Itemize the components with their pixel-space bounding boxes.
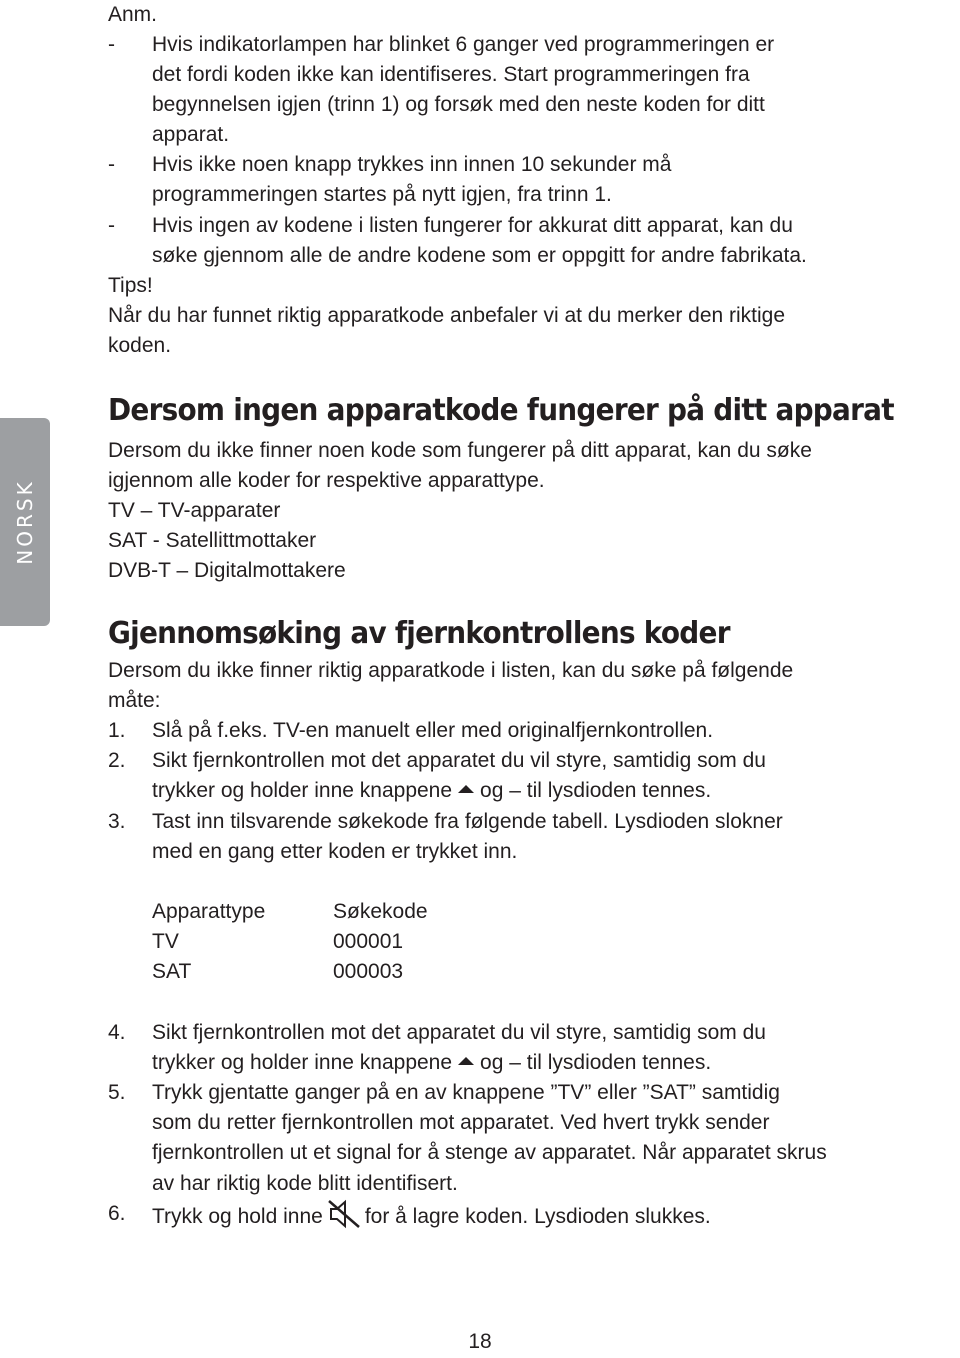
step-2-line-2-pre: trykker og holder inne knappene: [152, 779, 453, 802]
note-item-2-line-1: Hvis ikke noen knapp trykkes inn innen 10 sekunder må: [152, 153, 672, 176]
section2-intro-line-1: Dersom du ikke finner riktig apparatkode i listen, kan du søke på følgende: [108, 659, 794, 682]
table-row-2-code: 000003: [333, 960, 404, 983]
note-item-1-line-4: apparat.: [152, 123, 230, 146]
step-6-line-post: for å lagre koden. Lysdioden slukkes.: [364, 1205, 711, 1228]
step-2-line-2: [152, 776, 711, 806]
step-1-line-1: Slå på f.eks. TV-en manuelt eller med originalfjernkontrollen.: [152, 719, 714, 742]
up-arrow-icon: [458, 1057, 474, 1065]
note-title: Anm.: [108, 3, 158, 26]
section1-line-1: Dersom du ikke finner noen kode som fungerer på ditt apparat, kan du søke: [108, 439, 812, 462]
step-3-number: 3.: [108, 810, 126, 833]
table-header-code: Søkekode: [333, 900, 428, 923]
step-2-line-1: Sikt fjernkontrollen mot det apparatet du vil styre, samtidig som du: [152, 749, 766, 772]
tips-line-2: koden.: [108, 334, 172, 357]
table-header-type: Apparattype: [152, 900, 266, 923]
note-bullet-2: -: [108, 153, 115, 176]
page-number: 18: [468, 1330, 492, 1353]
step-2-line-2-post: og – til lysdioden tennes.: [480, 779, 712, 802]
step-5-number: 5.: [108, 1081, 126, 1104]
step-4-number: 4.: [108, 1021, 126, 1044]
step-6-line-pre: Trykk og hold inne: [152, 1205, 323, 1228]
step-5-line-4: av har riktig kode blitt identifisert.: [152, 1172, 458, 1195]
section1-line-2: igjennom alle koder for respektive apparattype.: [108, 469, 545, 492]
step-5-line-2: som du retter fjernkontrollen mot apparatet. Ved hvert trykk sender: [152, 1111, 770, 1134]
up-arrow-icon: [458, 785, 474, 793]
section2-heading: Gjennomsøking av fjernkontrollens koder: [108, 616, 730, 651]
note-item-1-line-1: Hvis indikatorlampen har blinket 6 ganger ved programmeringen er: [152, 33, 775, 56]
mute-icon: [327, 1199, 361, 1229]
language-side-tab-label: NORSK: [13, 479, 37, 565]
step-4-line-2-pre: trykker og holder inne knappene: [152, 1051, 453, 1074]
note-bullet-3: -: [108, 214, 115, 237]
section1-line-sat: SAT - Satellittmottaker: [108, 529, 317, 552]
step-4-line-1: Sikt fjernkontrollen mot det apparatet du vil styre, samtidig som du: [152, 1021, 766, 1044]
section2-intro-line-2: måte:: [108, 689, 161, 712]
note-item-1-line-2: det fordi koden ikke kan identifiseres. Start programmeringen fra: [152, 63, 750, 86]
note-item-2-line-2: programmeringen startes på nytt igjen, fra trinn 1.: [152, 183, 612, 206]
step-4-line-2-post: og – til lysdioden tennes.: [480, 1051, 712, 1074]
table-row-1-type: TV: [152, 930, 179, 953]
note-item-3-line-1: Hvis ingen av kodene i listen fungerer for akkurat ditt apparat, kan du: [152, 214, 793, 237]
note-bullet-1: -: [108, 33, 115, 56]
section1-line-tv: TV – TV-apparater: [108, 499, 281, 522]
tips-line-1: Når du har funnet riktig apparatkode anbefaler vi at du merker den riktige: [108, 304, 786, 327]
step-6-number: 6.: [108, 1202, 126, 1225]
step-2-number: 2.: [108, 749, 126, 772]
note-item-3-line-2: søke gjennom alle de andre kodene som er oppgitt for andre fabrikata.: [152, 244, 807, 267]
tips-title: Tips!: [108, 274, 153, 297]
step-5-line-1: Trykk gjentatte ganger på en av knappene ”TV” eller ”SAT” samtidig: [152, 1081, 780, 1104]
step-1-number: 1.: [108, 719, 126, 742]
section1-line-dvbt: DVB-T – Digitalmottakere: [108, 559, 346, 582]
step-3-line-1: Tast inn tilsvarende søkekode fra følgende tabell. Lysdioden slokner: [152, 810, 783, 833]
step-6-line-1: [152, 1199, 711, 1232]
step-5-line-3: fjernkontrollen ut et signal for å stenge av apparatet. Når apparatet skrus: [152, 1141, 827, 1164]
step-4-line-2: [152, 1048, 711, 1078]
table-row-1-code: 000001: [333, 930, 404, 953]
table-row-2-type: SAT: [152, 960, 192, 983]
note-item-1-line-3: begynnelsen igjen (trinn 1) og forsøk med den neste koden for ditt: [152, 93, 765, 116]
section1-heading: Dersom ingen apparatkode fungerer på ditt apparat: [108, 393, 894, 428]
step-3-line-2: med en gang etter koden er trykket inn.: [152, 840, 518, 863]
